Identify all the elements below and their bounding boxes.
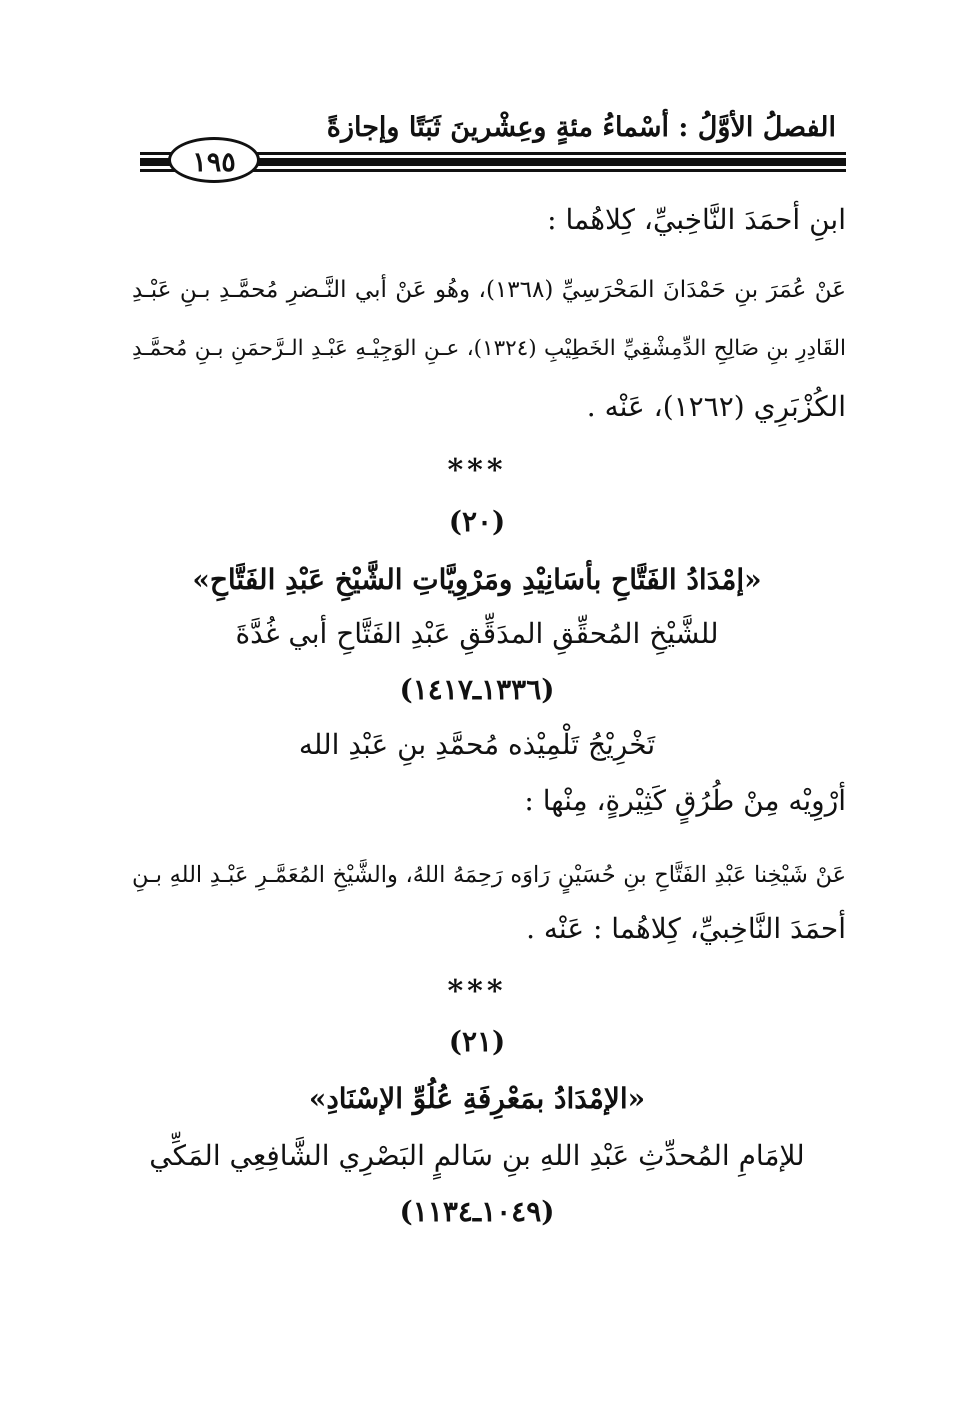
entry-dates: (١٣٣٦ـ١٤١٧) — [399, 673, 555, 706]
entry-author: للإمَامِ المُحدِّثِ عَبْدِ اللهِ بنِ سَالمٍ البَصْرِي الشَّافِعِي المَكِّي — [149, 1139, 805, 1172]
paragraph-line: الكُزْبَرِي (١٢٦٢)، عَنْه . — [586, 390, 846, 423]
entry-title: «إمْدَادُ الفَتَّاحِ بأسَانِيْدِ ومَرْوِيَّاتِ الشَّيْخِ عَبْدِ الفَتَّاحِ» — [192, 563, 762, 596]
entry-compiler: تَخْرِيْجُ تَلْمِيْذه مُحمَّدِ بنِ عَبْدِ الله — [298, 728, 656, 761]
section-separator: *** — [447, 974, 507, 1009]
running-header-title: الفصلُ الأوَّلُ : أسْماءُ مئةٍ وعِشْرينَ ثَبَتًا وإجازةً — [326, 112, 836, 143]
paragraph-line: القَادِرِ بنِ صَالِحِ الدِّمِشْقِيِّ الخَطِيْبِ (١٣٢٤)، عـنِ الوَجِيْـهِ عَبْـدِ الـرَّحمَنِ بـنِ مُحمَّـدِ — [132, 336, 847, 361]
continuation-line: ابنِ أحمَدَ النَّاخِبيِّ، كِلاهُما : — [547, 203, 846, 236]
entry-author: للشَّيْخِ المُحقِّقِ المدَقِّقِ عَبْدِ الفَتَّاحِ أبي غُدَّةَ — [235, 617, 719, 650]
paragraph-line: أحمَدَ النَّاخِبيِّ، كِلاهُما : عَنْه . — [526, 912, 846, 945]
entry-title: «الإمْدَادُ بمَعْرِفَةِ عُلُوِّ الإسْنَادِ» — [308, 1082, 646, 1115]
paragraph-line: عَنْ شَيْخِنا عَبْدِ الفَتَّاحِ بنِ حُسَيْنٍ رَاوَه رَحِمَهُ اللهُ، والشَّيْخِ المُعَمَّـرِ عَبْـدِ اللهِ بـنِ — [132, 862, 846, 888]
entry-intro: أرْوِيْه مِنْ طُرُقٍ كَثِيْرةٍ، مِنْها : — [524, 784, 846, 817]
entry-number: (٢٠) — [448, 505, 506, 538]
entry-number: (٢١) — [448, 1025, 506, 1058]
section-separator: *** — [447, 453, 507, 488]
paragraph-line: عَنْ عُمَرَ بنِ حَمْدَانَ المَحْرَسِيِّ (١٣٦٨)، وهُو عَنْ أبي النَّـضرِ مُحمَّـدِ بـنِ عَبْـدِ — [132, 277, 846, 303]
page-number-badge: ١٩٥ — [168, 137, 260, 183]
entry-dates: (١٠٤٩ـ١١٣٤) — [399, 1195, 555, 1228]
